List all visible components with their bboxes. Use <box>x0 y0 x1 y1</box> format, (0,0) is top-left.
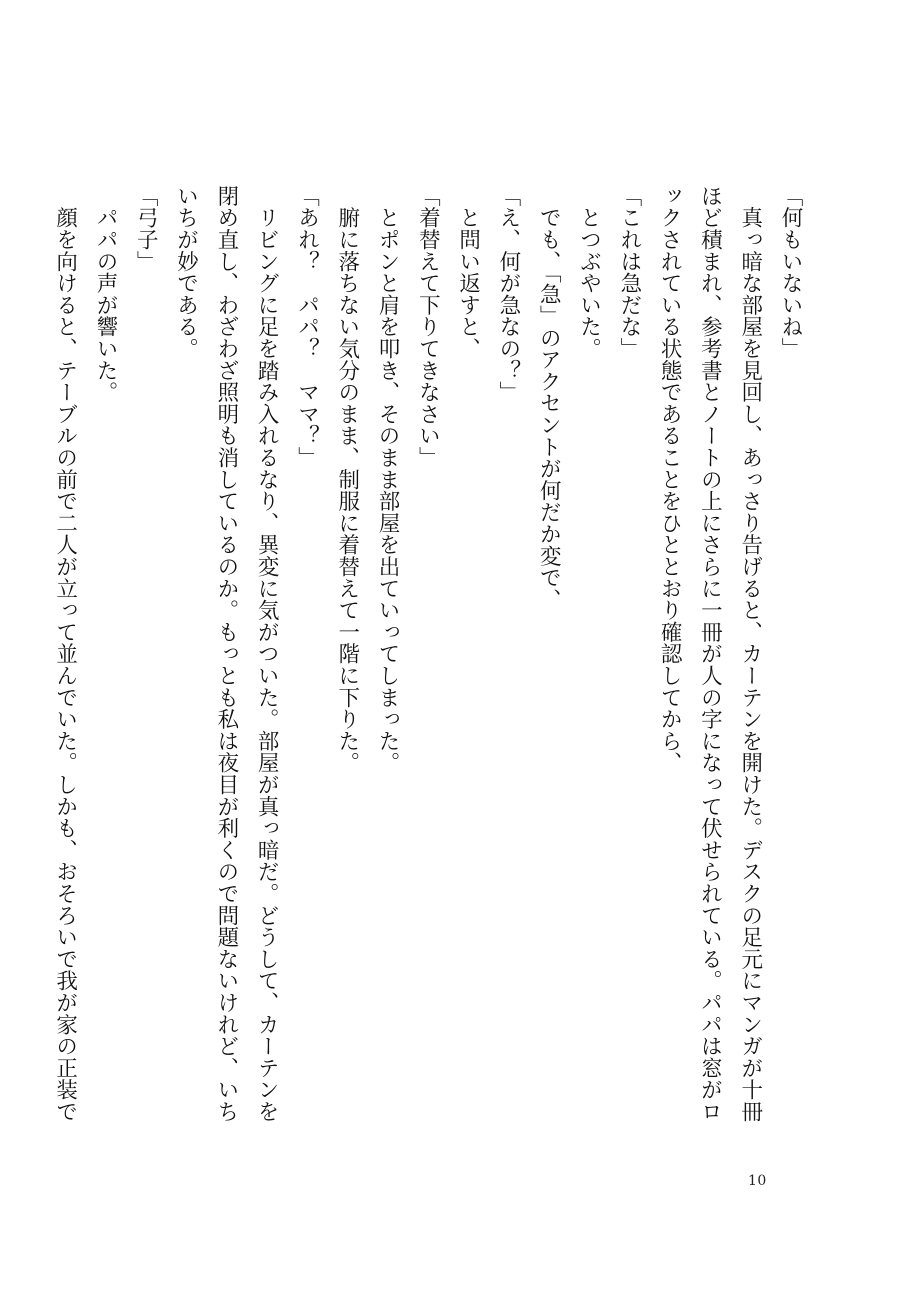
text-line: 「え、何が急なの？」 <box>495 185 521 403</box>
text-line: 閉め直し、わざわざ照明も消しているのか。もっとも私は夜目が利くので問題ないけれど、いち <box>213 185 239 1123</box>
text-line: 「これは急だな」 <box>616 185 642 360</box>
text-line: 「着替えて下りてきなさい」 <box>415 185 441 469</box>
text-line: 腑に落ちない気分のまま、制服に着替えて一階に下りた。 <box>334 185 360 774</box>
text-line: パパの声が響いた。 <box>92 185 118 403</box>
text-line: とポンと肩を叩き、そのまま部屋を出ていってしまった。 <box>375 185 401 774</box>
vertical-text-body <box>50 185 810 1145</box>
text-line: 真っ暗な部屋を見回し、あっさり告げると、カーテンを開けた。デスクの足元にマンガが十冊 <box>737 185 763 1123</box>
page-number: 10 <box>748 1173 767 1189</box>
text-line: 「弓子」 <box>133 185 159 273</box>
text-line: 顔を向けると、テーブルの前で二人が立って並んでいた。しかも、おそろいで我が家の正装で <box>52 185 78 1123</box>
text-line: 「何もいないね」 <box>778 185 803 360</box>
text-line: ックされている状態であることをひととおり確認してから、 <box>657 185 683 774</box>
text-line: いちが妙である。 <box>173 185 199 360</box>
text-line: でも、「急」のアクセントが何だか変で、 <box>536 185 562 611</box>
text-line: とつぶやいた。 <box>576 185 602 360</box>
text-line: 「あれ？ パパ？ ママ？」 <box>294 185 320 469</box>
text-line: と問い返すと、 <box>455 185 481 360</box>
text-line: ほど積まれ、参考書とノートの上にさらに一冊が人の字になって伏せられている。パパは窓がロ <box>697 185 723 1123</box>
text-line: リビングに足を踏み入れるなり、異変に気がついた。部屋が真っ暗だ。どうして、カーテンを <box>254 185 280 1123</box>
